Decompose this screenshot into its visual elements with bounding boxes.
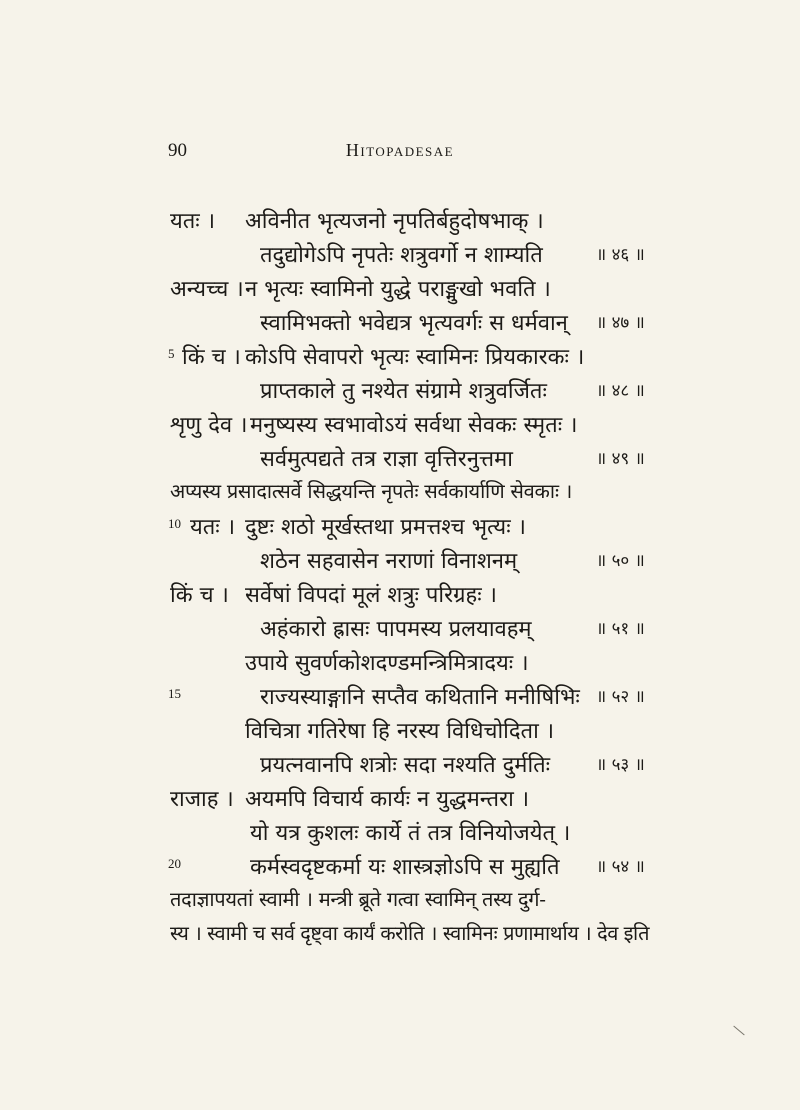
verse-text: अविनीत भृत्यजनो नृपतिर्बहुदोषभाक् ।: [245, 209, 544, 234]
text-line: [0, 885, 800, 919]
verse-text: अयमपि विचार्य कार्यः न युद्धमन्तरा ।: [245, 787, 530, 812]
text-line: [0, 205, 800, 239]
text-line: [0, 307, 800, 341]
page-number: 90: [168, 140, 187, 161]
speaker-label: यतः ।: [170, 209, 216, 234]
verse-text: कोऽपि सेवापरो भृत्यः स्वामिनः प्रियकारकः ।: [245, 345, 585, 370]
text-line: [0, 613, 800, 647]
stray-mark: [733, 1026, 744, 1036]
verse-text: न भृत्यः स्वामिनो युद्धे पराङ्मुखो भवति ।: [245, 277, 551, 302]
verse-text: मनुष्यस्य स्वभावोऽयं सर्वथा सेवकः स्मृतः ।: [250, 413, 578, 438]
verse-number: ॥ ४६ ॥: [596, 245, 645, 265]
verse-text: प्रयत्नवानपि शत्रोः सदा नश्यति दुर्मतिः: [260, 753, 551, 778]
line-number: 15: [168, 686, 181, 701]
text-line: [0, 749, 800, 783]
text-line: [0, 511, 800, 545]
verse-number: ॥ ४९ ॥: [596, 449, 645, 469]
verse-number: ॥ ५४ ॥: [596, 857, 645, 877]
verse-number: ॥ ४८ ॥: [596, 381, 645, 401]
text-line: [0, 579, 800, 613]
text-line: [0, 239, 800, 273]
prose-text: स्य । स्वामी च सर्व दृष्ट्वा कार्यं करोति । स्वामिनः प्रणामार्थाय । देव इति: [170, 921, 650, 945]
speaker-label: अन्यच्च ।: [170, 277, 244, 302]
verse-text: प्राप्तकाले तु नश्येत संग्रामे शत्रुवर्जितः: [260, 379, 547, 404]
text-line: [0, 681, 800, 715]
verse-number: ॥ ५२ ॥: [596, 687, 645, 707]
verse-text: शठेन सहवासेन नराणां विनाशनम्: [260, 549, 518, 574]
verse-text: सर्वमुत्पद्यते तत्र राज्ञा वृत्तिरनुत्तमा: [260, 447, 513, 472]
text-line: [0, 715, 800, 749]
text-line: [0, 919, 800, 953]
prose-text: तदाज्ञापयतां स्वामी । मन्त्री ब्रूते गत्वा स्वामिन् तस्य दुर्ग-: [170, 887, 546, 911]
text-line: [0, 409, 800, 443]
text-line: [0, 341, 800, 375]
verse-text: कर्मस्वदृष्टकर्मा यः शास्त्रज्ञोऽपि स मुह्यति: [250, 855, 560, 880]
speaker-label: किं च ।: [170, 583, 229, 608]
verse-text: सर्वेषां विपदां मूलं शत्रुः परिग्रहः ।: [245, 583, 497, 608]
text-line: [0, 851, 800, 885]
speaker-label: किं च ।: [182, 345, 241, 370]
line-number: 5: [168, 346, 175, 361]
text-line: [0, 443, 800, 477]
prose-text: अप्यस्य प्रसादात्सर्वे सिद्धयन्ति नृपतेः सर्वकार्याणि सेवकाः ।: [170, 479, 573, 503]
verse-text: अहंकारो ह्रासः पापमस्य प्रलयावहम्: [260, 617, 532, 642]
verse-text: विचित्रा गतिरेषा हि नरस्य विधिचोदिता ।: [245, 719, 555, 744]
text-line: [0, 817, 800, 851]
verse-number: ॥ ५१ ॥: [596, 619, 645, 639]
verse-text: स्वामिभक्तो भवेद्यत्र भृत्यवर्गः स धर्मवान्: [260, 311, 568, 336]
verse-text: यो यत्र कुशलः कार्ये तं तत्र विनियोजयेत् ।: [250, 821, 571, 846]
verse-number: ॥ ५३ ॥: [596, 755, 645, 775]
speaker-label: राजाह ।: [170, 787, 234, 812]
verse-number: ॥ ५० ॥: [596, 551, 645, 571]
verse-text: राज्यस्याङ्गानि सप्तैव कथितानि मनीषिभिः: [260, 685, 580, 710]
speaker-label: यतः ।: [190, 515, 236, 540]
verse-text: दुष्टः शठो मूर्खस्तथा प्रमत्तश्च भृत्यः ।: [245, 515, 526, 540]
text-line: [0, 647, 800, 681]
text-line: [0, 477, 800, 511]
line-number: 10: [168, 516, 181, 531]
speaker-label: शृणु देव ।: [170, 413, 248, 438]
text-line: [0, 375, 800, 409]
text-line: [0, 783, 800, 817]
verse-text: उपाये सुवर्णकोशदण्डमन्त्रिमित्रादयः ।: [245, 651, 529, 676]
running-title: Hitopadesae: [345, 140, 455, 160]
verse-number: ॥ ४७ ॥: [596, 313, 645, 333]
line-number: 20: [168, 856, 181, 871]
text-line: [0, 273, 800, 307]
verse-text: तदुद्योगेऽपि नृपतेः शत्रुवर्गो न शाम्यति: [260, 243, 543, 268]
text-line: [0, 545, 800, 579]
page-header: [0, 140, 800, 170]
